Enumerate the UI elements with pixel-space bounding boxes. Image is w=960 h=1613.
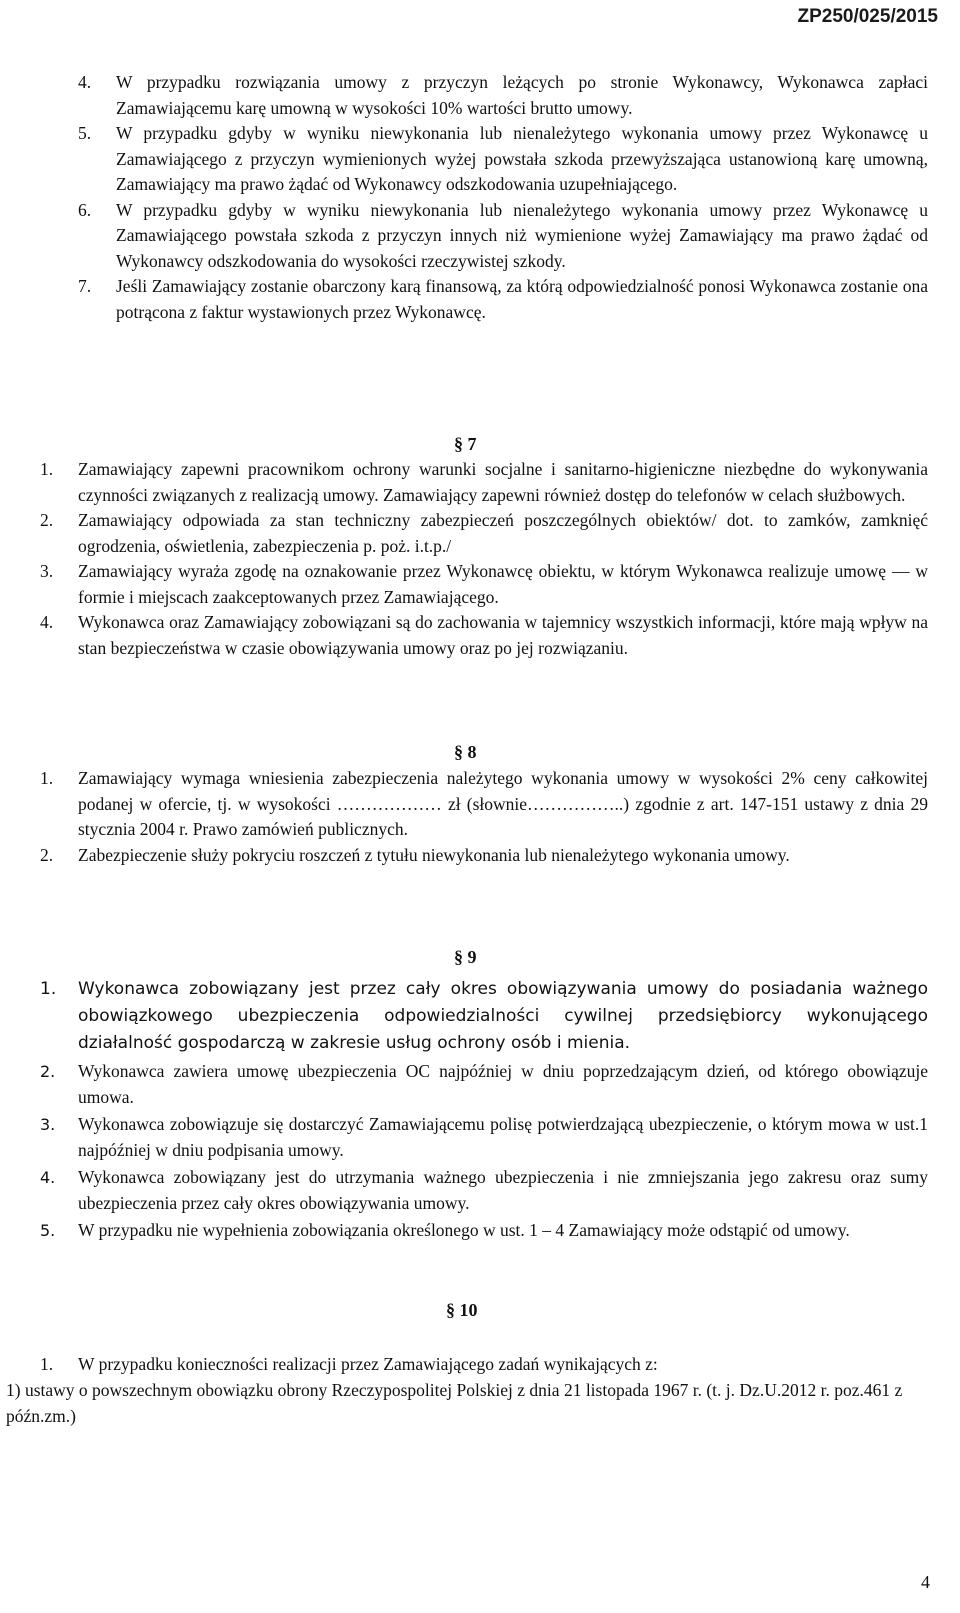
item-text: Wykonawca zawiera umowę ubezpieczenia OC najpóźniej w dniu poprzedzającym dzień, od którego obowiązuje umowa. (78, 1061, 928, 1107)
item-number: 3. (40, 561, 54, 581)
item-number: 4. (78, 72, 92, 92)
section-heading-7: § 7 (454, 434, 477, 454)
item-text: Zamawiający zapewni pracownikom ochrony warunki socjalne i sanitarno-higieniczne niezbędne do wykonywania czynności związanych z realizacją umowy. Zamawiający zapewni również dostęp do telefonów w celach służbowych. (78, 459, 928, 505)
item-number: 1. (40, 979, 57, 999)
list-item (78, 198, 928, 275)
item-number: 7. (78, 276, 92, 296)
list-item (40, 1352, 928, 1378)
item-number: 1. (40, 768, 54, 788)
item-text: Zabezpieczenie służy pokryciu roszczeń z tytułu niewykonania lub nienależytego wykonania umowy. (78, 844, 790, 865)
list-item (40, 976, 928, 1057)
list-item (78, 121, 928, 198)
list-item (40, 1059, 928, 1110)
section-8 (0, 766, 960, 868)
item-text: W przypadku gdyby w wyniku niewykonania lub nienależytego wykonania umowy przez Wykonawcę u Zamawiającego powstała szkoda z przyczyn innych niż wymienione wyżej Zamawiający ma prawo żądać od Wykonawcy odszkodowania do wysokości rzeczywistej szkody. (116, 199, 928, 271)
section-heading-8: § 8 (454, 742, 477, 762)
item-number: 5. (40, 1221, 56, 1240)
document-reference: ZP250/025/2015 (797, 6, 938, 27)
section-9 (0, 976, 960, 1244)
item-text: Wykonawca zobowiązany jest przez cały okres obowiązywania umowy do posiadania ważnego obowiązkowego ubezpieczenia odpowiedzialności cywilnej przedsiębiorcy wykonującego działalność gospodarczą w zakresie usług ochrony osób i mienia. (78, 979, 928, 1053)
item-text: Wykonawca zobowiązuje się dostarczyć Zamawiającemu polisę potwierdzającą ubezpieczenie, o którym mowa w ust.1 najpóźniej w dniu podpisania umowy. (78, 1114, 928, 1160)
item-text: Zamawiający odpowiada za stan techniczny zabezpieczeń poszczególnych obiektów/ dot. to zamków, zamknięć ogrodzenia, oświetlenia, zabezpieczenia p. poż. i.t.p./ (78, 510, 928, 556)
section-heading-9: § 9 (454, 947, 477, 967)
item-number: 6. (78, 199, 92, 220)
item-text: W przypadku gdyby w wyniku niewykonania lub nienależytego wykonania umowy przez Wykonawcę u Zamawiającego z przyczyn wymienionych wyżej powstała szkoda przewyższająca ustanowioną karę umowną, Zamawiający ma prawo żądać od Wykonawcy odszkodowania uzupełniającego. (116, 123, 928, 194)
page-number: 4 (921, 1571, 930, 1592)
item-text: Zamawiający wymaga wniesienia zabezpieczenia należytego wykonania umowy w wysokości 2% ceny całkowitej podanej w ofercie, tj. w wysokości ……………… zł (słownie……………..) zgodnie z art. 147-151 ustawy z dnia 29 stycznia 2004 r. Prawo zamówień publicznych. (78, 768, 928, 839)
list-item (40, 843, 928, 869)
list-item (40, 1165, 928, 1216)
item-text: Jeśli Zamawiający zostanie obarczony karą finansową, za którą odpowiedzialność ponosi Wykonawca zostanie ona potrącona z faktur wystawionych przez Wykonawcę. (116, 276, 928, 322)
list-item (78, 70, 928, 121)
item-number: 3. (40, 1115, 56, 1134)
item-text: Zamawiający wyraża zgodę na oznakowanie przez Wykonawcę obiektu, w którym Wykonawca realizuje umowę — w formie i miejscach zaakceptowanych przez Zamawiającego. (78, 561, 928, 607)
list-item (78, 274, 928, 325)
list-item (40, 508, 928, 559)
item-number: 1. (40, 1354, 54, 1374)
item-number: 4. (40, 1168, 56, 1187)
item-text: W przypadku rozwiązania umowy z przyczyn leżących po stronie Wykonawcy, Wykonawca zapłaci Zamawiającemu karę umowną w wysokości 10% wartości brutto umowy. (116, 72, 928, 118)
list-item (40, 610, 928, 661)
list-item (40, 457, 928, 508)
list-item (40, 1218, 928, 1244)
list-item (40, 559, 928, 610)
legal-reference: 1) ustawy o powszechnym obowiązku obrony Rzeczypospolitej Polskiej z dnia 21 listopada 1967 r. (t. j. Dz.U.2012 r. poz.461 z późn.zm.) (6, 1380, 903, 1426)
list-item (40, 1112, 928, 1163)
item-number: 2. (40, 1062, 56, 1081)
item-number: 1. (40, 459, 54, 479)
item-number: 2. (40, 510, 54, 530)
section-previous (0, 70, 960, 325)
section-7 (0, 457, 960, 661)
item-number: 2. (40, 844, 54, 865)
section-10 (0, 1352, 960, 1378)
item-text: W przypadku konieczności realizacji przez Zamawiającego zadań wynikających z: (78, 1354, 658, 1374)
item-number: 5. (78, 123, 92, 143)
item-text: Wykonawca zobowiązany jest do utrzymania ważnego ubezpieczenia i nie zmniejszania jego zakresu oraz sumy ubezpieczenia przez cały okres obowiązywania umowy. (78, 1167, 928, 1213)
item-number: 4. (40, 612, 54, 632)
section-heading-10: § 10 (446, 1300, 478, 1320)
item-text: W przypadku nie wypełnienia zobowiązania określonego w ust. 1 – 4 Zamawiający może odstąpić od umowy. (78, 1220, 850, 1240)
item-text: Wykonawca oraz Zamawiający zobowiązani są do zachowania w tajemnicy wszystkich informacji, które mają wpływ na stan bezpieczeństwa w czasie obowiązywania umowy oraz po jej rozwiązaniu. (78, 612, 928, 658)
list-item (40, 766, 928, 843)
